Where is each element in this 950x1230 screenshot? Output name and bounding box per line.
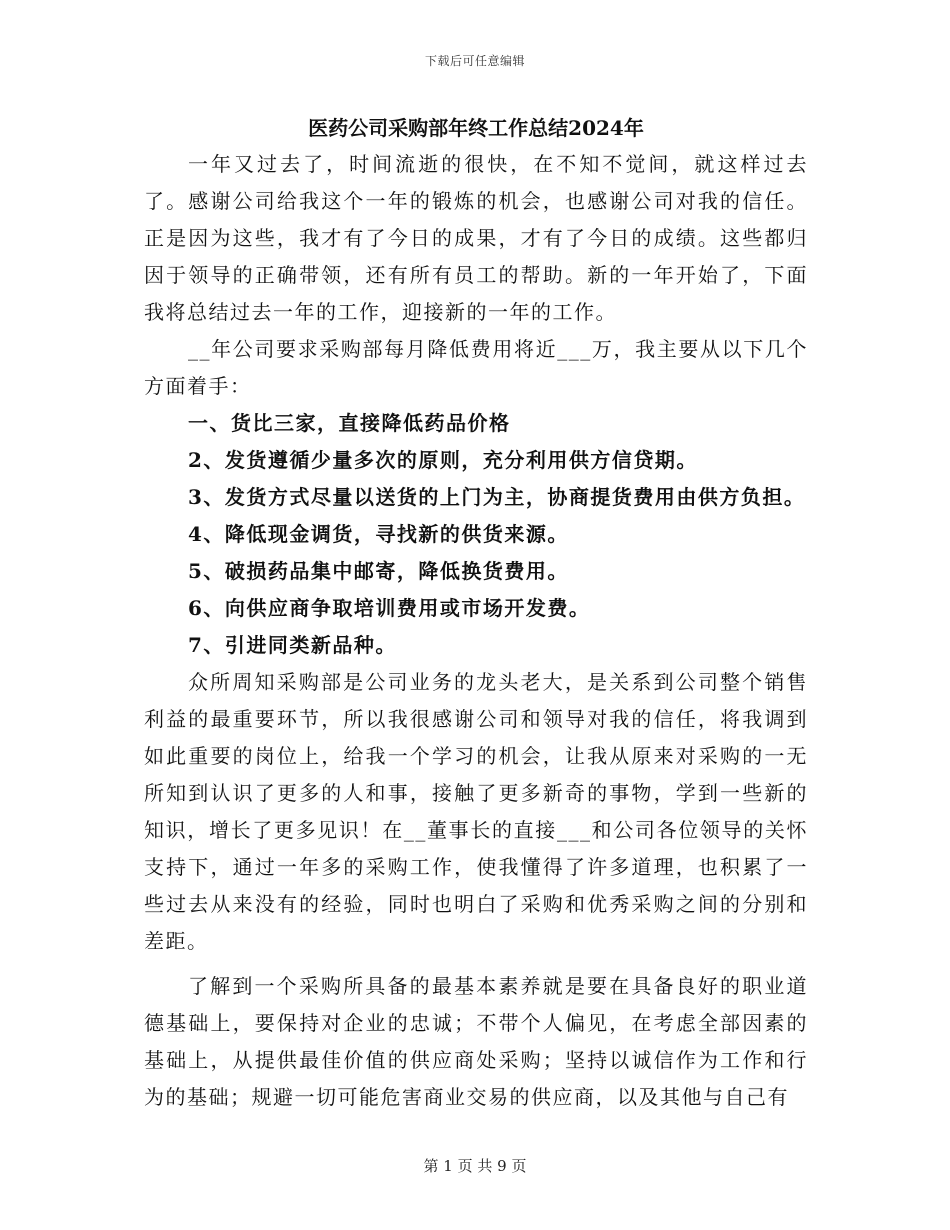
intro-paragraph-2: __年公司要求采购部每月降低费用将近___万，我主要从以下几个方面着手： bbox=[144, 337, 808, 398]
list-item: 3、发货方式尽量以送货的上门为主，协商提货费用由供方负担。 bbox=[188, 485, 806, 509]
list-item: 2、发货遵循少量多次的原则，充分利用供方信贷期。 bbox=[188, 448, 698, 472]
list-item: 4、降低现金调货，寻找新的供货来源。 bbox=[188, 522, 569, 546]
list-item: 7、引进同类新品种。 bbox=[188, 633, 397, 657]
list-item: 6、向供应商争取培训费用或市场开发费。 bbox=[188, 596, 591, 620]
list-item: 一、货比三家，直接降低药品价格 bbox=[188, 411, 511, 435]
body-paragraph-2: 了解到一个采购所具备的最基本素养就是要在具备良好的职业道德基础上，要保持对企业的忠诚；不带个人偏见，在考虑全部因素的基础上，从提供最佳价值的供应商处采购；坚持以诚信作为工作和行为的基础；规避一切可能危害商业交易的供应商，以及其他与自己有 bbox=[144, 974, 808, 1109]
document-title: 医药公司采购部年终工作总结2024年 bbox=[308, 116, 644, 140]
intro-paragraph-1: 一年又过去了，时间流逝的很快，在不知不觉间，就这样过去了。感谢公司给我这个一年的锻炼的机会，也感谢公司对我的信任。正是因为这些，我才有了今日的成果，才有了今日的成绩。这些都归因于领导的正确带领，还有所有员工的帮助。新的一年开始了，下面我将总结过去一年的工作，迎接新的一年的工作。 bbox=[144, 152, 808, 324]
paragraph-spacer bbox=[144, 960, 808, 968]
body-paragraph-1: 众所周知采购部是公司业务的龙头老大，是关系到公司整个销售利益的最重要环节，所以我很感谢公司和领导对我的信任，将我调到如此重要的岗位上，给我一个学习的机会，让我从原来对采购的一无所知到认识了更多的人和事，接触了更多新奇的事物，学到一些新的知识，增长了更多见识！在__董事长的直接___和公司各位领导的关怀支持下，通过一年多的采购工作，使我懂得了许多道理，也积累了一些过去从来没有的经验，同时也明白了采购和优秀采购之间的分别和差距。 bbox=[144, 670, 808, 953]
measures-list bbox=[144, 405, 808, 664]
page-number: 第 1 页 共 9 页 bbox=[423, 1157, 527, 1175]
document-body bbox=[144, 110, 808, 1116]
page-header-note: 下载后可任意编辑 bbox=[424, 54, 525, 68]
list-item: 5、破损药品集中邮寄，降低换货费用。 bbox=[188, 559, 569, 583]
